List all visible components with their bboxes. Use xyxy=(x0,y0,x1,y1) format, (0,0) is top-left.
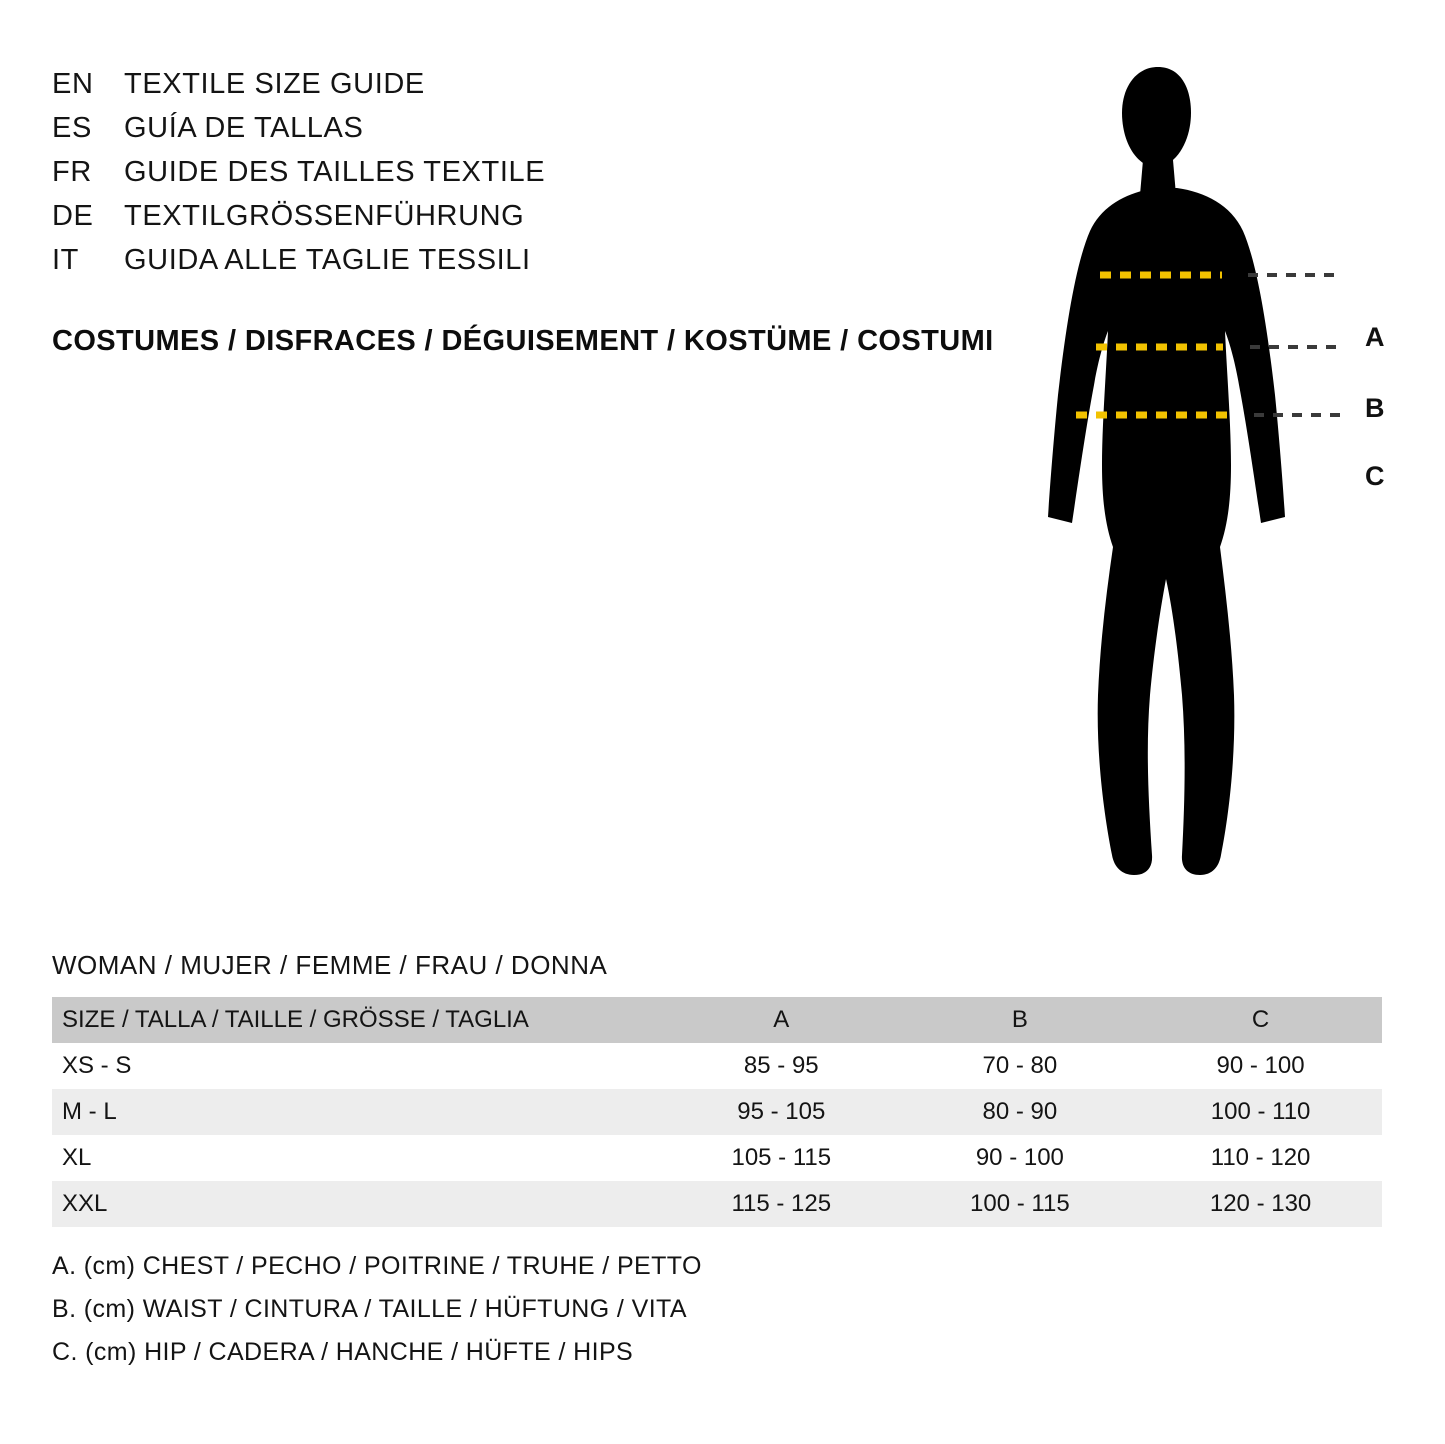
column-header-a: A xyxy=(773,1006,790,1033)
language-row xyxy=(52,150,1012,194)
cell-a: 105 - 115 xyxy=(731,1144,832,1171)
column-header-size: SIZE / TALLA / TAILLE / GRÖSSE / TAGLIA xyxy=(62,1006,529,1033)
body-silhouette xyxy=(1048,67,1285,875)
cell-b: 80 - 90 xyxy=(982,1098,1058,1125)
language-row xyxy=(52,62,1012,106)
language-row xyxy=(52,106,1012,150)
cell-c: 120 - 130 xyxy=(1209,1190,1312,1217)
language-row xyxy=(52,238,1012,282)
column-header-b: B xyxy=(1011,1006,1028,1033)
measurement-legend xyxy=(52,1245,702,1374)
legend-line-b: B. (cm) WAIST / CINTURA / TAILLE / HÜFTUNG / VITA xyxy=(52,1295,687,1323)
language-title: TEXTILGRÖSSENFÜHRUNG xyxy=(124,200,525,232)
table-row xyxy=(52,1043,1382,1089)
language-title: TEXTILE SIZE GUIDE xyxy=(124,68,425,100)
language-row xyxy=(52,194,1012,238)
language-title-block xyxy=(52,62,1012,282)
marker-label-c: C xyxy=(1365,461,1385,491)
language-code: ES xyxy=(52,112,92,144)
cell-size: XS - S xyxy=(62,1052,132,1079)
table-header xyxy=(52,997,1382,1043)
language-code: DE xyxy=(52,200,94,232)
table-row xyxy=(52,1089,1382,1135)
cell-size: M - L xyxy=(62,1098,117,1125)
size-table-section xyxy=(52,950,1382,1227)
language-title: GUIDA ALLE TAGLIE TESSILI xyxy=(124,244,531,276)
table-row xyxy=(52,1181,1382,1227)
cell-c: 90 - 100 xyxy=(1216,1052,1305,1079)
size-table xyxy=(52,997,1382,1227)
table-title: WOMAN / MUJER / FEMME / FRAU / DONNA xyxy=(52,950,608,980)
legend-line-a: A. (cm) CHEST / PECHO / POITRINE / TRUHE / PETTO xyxy=(52,1252,702,1280)
column-header-c: C xyxy=(1251,1006,1270,1033)
table-row xyxy=(52,1135,1382,1181)
language-code: FR xyxy=(52,156,92,188)
cell-a: 85 - 95 xyxy=(743,1052,819,1079)
marker-label-b: B xyxy=(1365,393,1385,423)
language-title: GUÍA DE TALLAS xyxy=(124,112,364,144)
cell-size: XXL xyxy=(62,1190,108,1217)
language-code: IT xyxy=(52,244,79,276)
language-code: EN xyxy=(52,68,94,100)
language-title: GUIDE DES TAILLES TEXTILE xyxy=(124,156,546,188)
legend-line-c: C. (cm) HIP / CADERA / HANCHE / HÜFTE / HIPS xyxy=(52,1338,634,1366)
cell-a: 95 - 105 xyxy=(737,1098,826,1125)
female-silhouette-diagram xyxy=(1010,55,1390,885)
table-body xyxy=(52,1043,1382,1227)
table-header-row xyxy=(52,997,1382,1043)
cell-b: 100 - 115 xyxy=(970,1190,1070,1217)
cell-size: XL xyxy=(62,1144,92,1171)
cell-c: 100 - 110 xyxy=(1210,1098,1311,1125)
silhouette-svg xyxy=(1010,55,1390,885)
cell-b: 70 - 80 xyxy=(982,1052,1058,1079)
cell-a: 115 - 125 xyxy=(731,1190,832,1217)
cell-c: 110 - 120 xyxy=(1210,1144,1311,1171)
category-heading: COSTUMES / DISFRACES / DÉGUISEMENT / KOSTÜME / COSTUMI xyxy=(52,325,994,357)
cell-b: 90 - 100 xyxy=(975,1144,1064,1171)
marker-label-a: A xyxy=(1365,322,1385,352)
